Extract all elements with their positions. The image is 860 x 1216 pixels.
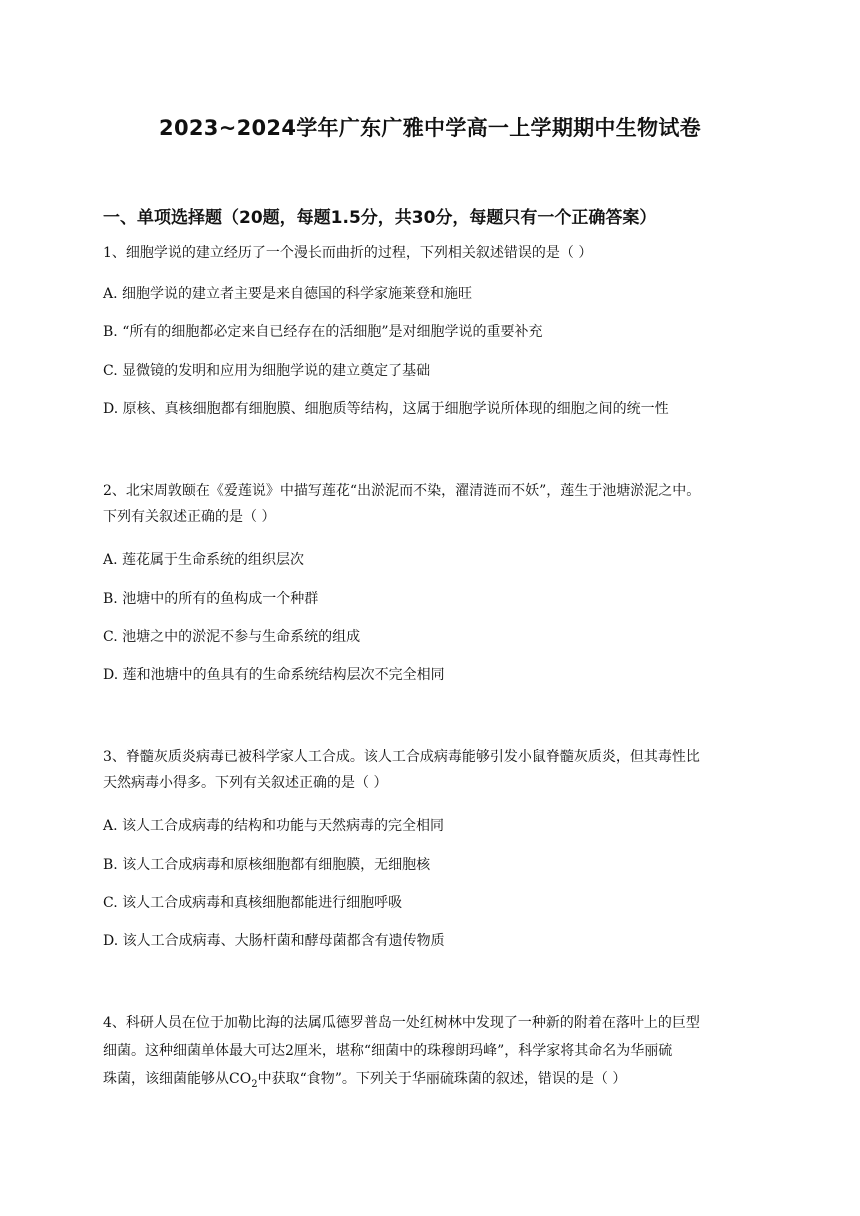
question-3-option-c: C. 该人工合成病毒和真核细胞都能进行细胞呼吸 — [103, 895, 403, 911]
question-4-stem-line-2: 细菌。这种细菌单体最大可达2厘米，堪称“细菌中的珠穆朗玛峰”，科学家将其命名为华丽硫 — [103, 1043, 673, 1059]
question-4 — [103, 1010, 763, 1098]
question-2-stem-line-1: 2、北宋周敦颐在《爱莲说》中描写莲花“出淤泥而不染，濯清涟而不妖”，莲生于池塘淤泥之中。 — [103, 483, 701, 499]
question-3-stem-line-1: 3、脊髓灰质炎病毒已被科学家人工合成。该人工合成病毒能够引发小鼠脊髓灰质炎，但其毒性比 — [103, 749, 700, 765]
section-heading: 一、单项选择题（20题，每题1.5分，共30分，每题只有一个正确答案） — [103, 208, 657, 228]
question-2 — [103, 478, 763, 530]
question-1-option-c: C. 显微镜的发明和应用为细胞学说的建立奠定了基础 — [103, 363, 431, 379]
question-2-option-a: A. 莲花属于生命系统的组织层次 — [103, 552, 305, 568]
question-3-option-d: D. 该人工合成病毒、大肠杆菌和酵母菌都含有遗传物质 — [103, 933, 445, 949]
question-4-stem-line-3 — [103, 1066, 763, 1098]
question-2-option-d: D. 莲和池塘中的鱼具有的生命系统结构层次不完全相同 — [103, 667, 445, 683]
question-4-stem-line-3-end: 中获取“食物”。下列关于华丽硫珠菌的叙述，错误的是（ ） — [257, 1071, 627, 1087]
co2-formula — [229, 1071, 258, 1090]
question-2-option-c: C. 池塘之中的淤泥不参与生命系统的组成 — [103, 629, 361, 645]
question-3-option-a: A. 该人工合成病毒的结构和功能与天然病毒的完全相同 — [103, 818, 445, 834]
question-1-option-d: D. 原核、真核细胞都有细胞膜、细胞质等结构，这属于细胞学说所体现的细胞之间的统一性 — [103, 401, 669, 417]
question-1 — [103, 240, 763, 266]
question-2-stem-line-2: 下列有关叙述正确的是（ ） — [103, 509, 276, 525]
co2-formula-subscript: 2 — [251, 1078, 258, 1090]
question-4-stem-line-1: 4、科研人员在位于加勒比海的法属瓜德罗普岛一处红树林中发现了一种新的附着在落叶上的巨型 — [103, 1015, 700, 1031]
question-3-option-b: B. 该人工合成病毒和原核细胞都有细胞膜，无细胞核 — [103, 857, 431, 873]
question-3 — [103, 744, 763, 796]
question-4-stem-line-3-start: 珠菌，该细菌能够从 — [103, 1071, 229, 1087]
question-1-stem: 1、细胞学说的建立经历了一个漫长而曲折的过程，下列相关叙述错误的是（ ） — [103, 245, 593, 261]
exam-title: 2023~2024学年广东广雅中学高一上学期期中生物试卷 — [159, 116, 701, 140]
question-3-stem-line-2: 天然病毒小得多。下列有关叙述正确的是（ ） — [103, 775, 388, 791]
question-1-option-b: B. “所有的细胞都必定来自已经存在的活细胞”是对细胞学说的重要补充 — [103, 324, 543, 340]
question-1-option-a: A. 细胞学说的建立者主要是来自德国的科学家施莱登和施旺 — [103, 286, 473, 302]
co2-formula-base: CO — [229, 1071, 252, 1087]
question-2-option-b: B. 池塘中的所有的鱼构成一个种群 — [103, 591, 319, 607]
